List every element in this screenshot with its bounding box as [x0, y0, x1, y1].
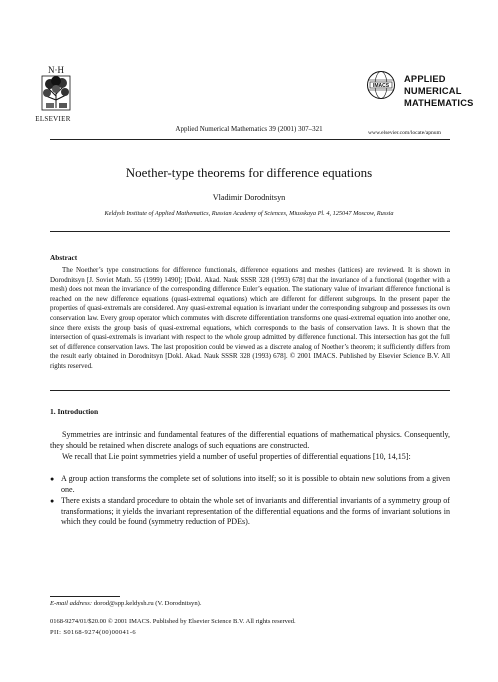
logo-letters: N·H — [48, 65, 64, 75]
imacs-globe-logo — [366, 70, 396, 100]
header-divider — [50, 139, 450, 140]
footnote-email — [50, 600, 202, 607]
intro-paragraph-2: We recall that Lie point symmetries yield a number of useful properties of differential equations [10, 14,15]: — [62, 452, 411, 461]
copyright-line: 0168-9274/01/$20.00 © 2001 IMACS. Published by Elsevier Science B.V. All rights reserved. — [50, 618, 296, 625]
journal-title — [404, 73, 474, 109]
title-divider — [50, 231, 450, 232]
journal-title-line-1: APPLIED — [404, 74, 446, 84]
pii-line: PII: S0168-9274(00)00041-6 — [50, 629, 137, 636]
abstract-text: The Noether’s type constructions for difference functionals, difference equations and meshes (lattices) are reviewed. It is shown in Dorodnitsyn [J. Soviet Math. 55 (1999) 1490]; [Dokl. Akad. Nauk SSSR 328 (1993) 678] that the invariance of a functional (together with a mesh) does not mean the invariance of the corresponding difference Euler’s equation. The stationary value of invariant difference functional is reached on the new difference equations (quasi-extremal equations) which are different for different subgroups. In the present paper the properties of quasi-extremals are considered. Any quasi-extremal equation is invariant under the corresponding subgroup and possesses its own conservation law. Every group operator which commutes with discrete differentiation transforms one quasi-extremal equation into another one, since there exists the group basis of quasi-extremal equations, which corresponds to the basis of conservation laws. It is shown that the intersection of quasi-extremals is invariant with respect to the whole group admitted by difference functional. This intersection has got the full set of difference conservation laws. The last proposition could be viewed as a discrete analog of Noether’s theorem; it sufficiently differs from the result early obtained in Dorodnitsyn [Dokl. Akad. Nauk SSSR 328 (1993) 678]. © 2001 IMACS. Published by Elsevier Science B.V. All rights reserved. — [50, 266, 450, 370]
article-author: Vladimir Dorodnitsyn — [212, 193, 286, 202]
list-item — [50, 496, 450, 528]
journal-citation: Applied Numerical Mathematics 39 (2001) 307–321 — [175, 125, 323, 133]
publisher-name: ELSEVIER — [35, 115, 71, 123]
bullet-marker: ● — [50, 497, 55, 505]
email-value[interactable]: dorod@spp.keldysh.ru (V. Dorodnitsyn). — [92, 600, 202, 607]
journal-url-link[interactable]: www.elsevier.com/locate/apnum — [368, 130, 441, 136]
abstract-divider — [50, 390, 450, 391]
section-heading: 1. Introduction — [50, 407, 99, 416]
list-item — [50, 474, 450, 495]
journal-title-line-3: MATHEMATICS — [404, 98, 474, 108]
imacs-logo-text: IMACS — [372, 83, 390, 89]
bullet-marker: ● — [50, 475, 55, 483]
list-item-text: A group action transforms the complete set of solutions into itself; so it is possible to obtain new solutions from a given one. — [61, 474, 450, 494]
abstract-heading: Abstract — [50, 253, 78, 262]
journal-title-line-2: NUMERICAL — [404, 86, 462, 96]
list-item-text: There exists a standard procedure to obtain the whole set of invariants and differential invariants of a symmetry group of transformations; it yields the invariant representation of the differential equations and the forms of invariant solutions in which they could be found (symmetry reduction of PDEs). — [61, 496, 450, 527]
footnote-divider — [50, 596, 120, 597]
article-title: Noether-type theorems for difference equations — [125, 165, 373, 180]
author-affiliation: Keldysh Institute of Applied Mathematics, Russian Academy of Sciences, Miusskaya Pl. 4, 125047 Moscow, Russia — [104, 210, 394, 217]
email-label: E-mail address: — [50, 600, 93, 607]
intro-paragraph-1: Symmetries are intrinsic and fundamental features of the differential equations of mathematical physics. Consequently, they should be retained when discrete analogs of such equations are constructed. — [50, 430, 450, 450]
